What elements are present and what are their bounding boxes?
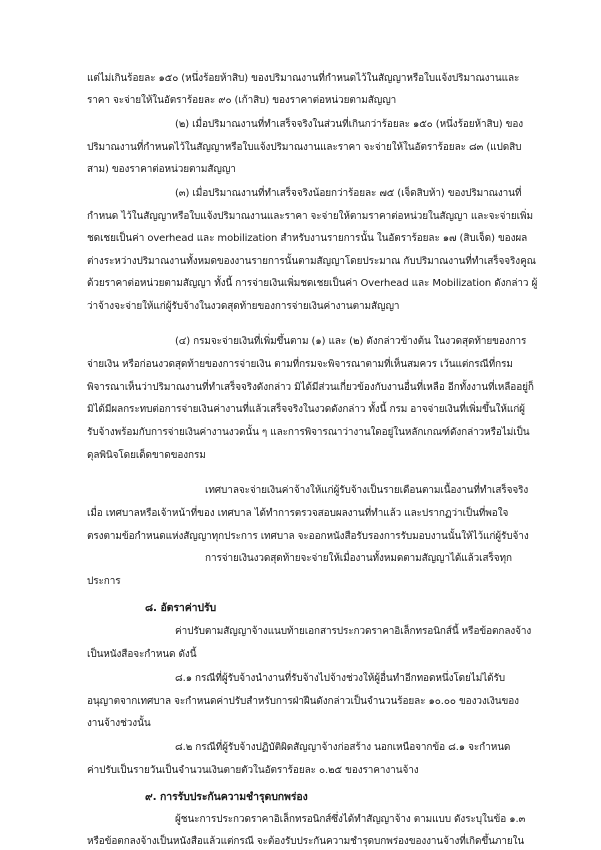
text-line: หรือข้อตกลงจ้างเป็นหนังสือแล้วแต่กรณี จะต้องรับประกันความชำรุดบกพร่องของงานจ้างที่เกิดขึ้นภายใน [87, 836, 525, 847]
text-line: (๒) เมื่อปริมาณงานที่ทำเสร็จจริงในส่วนที่เกินกว่าร้อยละ ๑๕๐ (หนึ่งร้อยห้าสิบ) ของ [175, 119, 524, 130]
text-line: (๔) กรมจะจ่ายเงินที่เพิ่มขึ้นตาม (๑) และ (๒) ดังกล่าวข้างต้น ในงวดสุดท้ายของการ [175, 336, 527, 347]
text-line: ด้วยราคาต่อหน่วยตามสัญญา ทั้งนี้ การจ่ายเงินเพิ่มชดเชยเป็นค่า Overhead และ Mobilization ดังกล่าว ผู้ [87, 278, 538, 289]
text-line: ๘.๒ กรณีที่ผู้รับจ้างปฏิบัติผิดสัญญาจ้างก่อสร้าง นอกเหนือจากข้อ ๘.๑ จะกำหนด [175, 742, 511, 753]
text-line: ประการ [87, 576, 121, 587]
text-line: ราคา จะจ่ายให้ในอัตราร้อยละ ๙๐ (เก้าสิบ) ของราคาต่อหน่วยตามสัญญา [87, 95, 397, 106]
text-line: รับจ้างพร้อมกับการจ่ายเงินค่างานงวดนั้น ๆ และการพิจารณาว่างานใดอยู่ในหลักเกณฑ์ดังกล่าวหรือไม่เป็น [87, 427, 530, 438]
text-line: พิจารณาเห็นว่าปริมาณงานที่ทำเสร็จจริงดังกล่าว มิได้มีส่วนเกี่ยวข้องกับงานอื่นที่เหลือ อีกทั้งงานที่เหลืออยู่ก็ [87, 382, 534, 393]
text-line: มิได้มีผลกระทบต่อการจ่ายเงินค่างานที่แล้วเสร็จจริงในงวดดังกล่าว ทั้งนี้ กรม อาจจ่ายเงินที่เพิ่มขึ้นให้แก่ผู้ [87, 404, 525, 415]
text-line: เทศบาลจะจ่ายเงินค่าจ้างให้แก่ผู้รับจ้างเป็นรายเดือนตามเนื้องานที่ทำเสร็จจริง [205, 485, 529, 496]
text-line: ต่างระหว่างปริมาณงานทั้งหมดของงานรายการนั้นตามสัญญาโดยประมาณ กับปริมาณงานที่ทำเสร็จจริงคูณ [87, 256, 536, 267]
text-line: ตรงตามข้อกำหนดแห่งสัญญาทุกประการ เทศบาล จะออกหนังสือรับรองการรับมอบงานนั้นให้ไว้แก่ผู้รับจ้าง [87, 531, 529, 542]
text-line: ปริมาณงานที่กำหนดไว้ในสัญญาหรือใบแจ้งปริมาณงานและราคา จะจ่ายให้ในอัตราร้อยละ ๘๓ (แปดสิบ [87, 142, 522, 153]
text-line: เป็นหนังสือจะกำหนด ดังนี้ [87, 649, 197, 660]
text-line: แต่ไม่เกินร้อยละ ๑๕๐ (หนึ่งร้อยห้าสิบ) ของปริมาณงานที่กำหนดไว้ในสัญญาหรือใบแจ้งปริมาณงานและ [87, 73, 520, 84]
text-line: ๘.๑ กรณีที่ผู้รับจ้างนำงานที่รับจ้างไปจ้างช่วงให้ผู้อื่นทำอีกทอดหนึ่งโดยไม่ได้รับ [175, 673, 506, 684]
text-line: งานจ้างช่วงนั้น [87, 718, 151, 729]
text-line: ดุลพินิจโดยเด็ดขาดของกรม [87, 450, 206, 461]
text-line: กำหนด ไว้ในสัญญาหรือใบแจ้งปริมาณงานและราคา จะจ่ายให้ตามราคาต่อหน่วยในสัญญา และจะจ่ายเพิ่ม [87, 211, 533, 222]
text-line: ผู้ชนะการประกวดราคาอิเล็กทรอนิกส์ซึ่งได้ทำสัญญาจ้าง ตามแบบ ดังระบุในข้อ ๑.๓ [175, 814, 526, 825]
text-line: สาม) ของราคาต่อหน่วยตามสัญญา [87, 164, 236, 175]
text-line: ชดเชยเป็นค่า overhead และ mobilization สำหรับงานรายการนั้น ในอัตราร้อยละ ๑๗ (สิบเจ็ด) ของผล [87, 233, 528, 244]
text-line: ว่าจ้างจะจ่ายให้แก่ผู้รับจ้างในงวดสุดท้ายของการจ่ายเงินค่างานตามสัญญา [87, 301, 400, 312]
text-line: จ่ายเงิน หรือก่อนงวดสุดท้ายของการจ่ายเงิน ตามที่กรมจะพิจารณาตามที่เห็นสมควร เว้นแต่กรณีที่กรม [87, 359, 513, 370]
section-9-heading: ๙. การรับประกันความชำรุดบกพร่อง [145, 791, 308, 803]
text-line: ค่าปรับเป็นรายวันเป็นจำนวนเงินตายตัวในอัตราร้อยละ ๐.๒๕ ของราคางานจ้าง [87, 765, 419, 776]
text-line: (๓) เมื่อปริมาณงานที่ทำเสร็จจริงน้อยกว่าร้อยละ ๗๕ (เจ็ดสิบห้า) ของปริมาณงานที่ [175, 188, 522, 199]
text-line: การจ่ายเงินงวดสุดท้ายจะจ่ายให้เมื่องานทั้งหมดตามสัญญาได้แล้วเสร็จทุก [205, 553, 512, 564]
text-line: เมื่อ เทศบาลหรือเจ้าหน้าที่ของ เทศบาล ได้ทำการตรวจสอบผลงานที่ทำแล้ว และปรากฏว่าเป็นที่พอใจ [87, 508, 509, 519]
section-8-heading: ๘. อัตราค่าปรับ [145, 602, 217, 614]
text-line: ค่าปรับตามสัญญาจ้างแนบท้ายเอกสารประกวดราคาอิเล็กทรอนิกส์นี้ หรือข้อตกลงจ้าง [175, 626, 532, 637]
text-line: อนุญาตจากเทศบาล จะกำหนดค่าปรับสำหรับการฝ่าฝืนดังกล่าวเป็นจำนวนร้อยละ ๑๐.๐๐ ของวงเงินของ [87, 696, 519, 707]
